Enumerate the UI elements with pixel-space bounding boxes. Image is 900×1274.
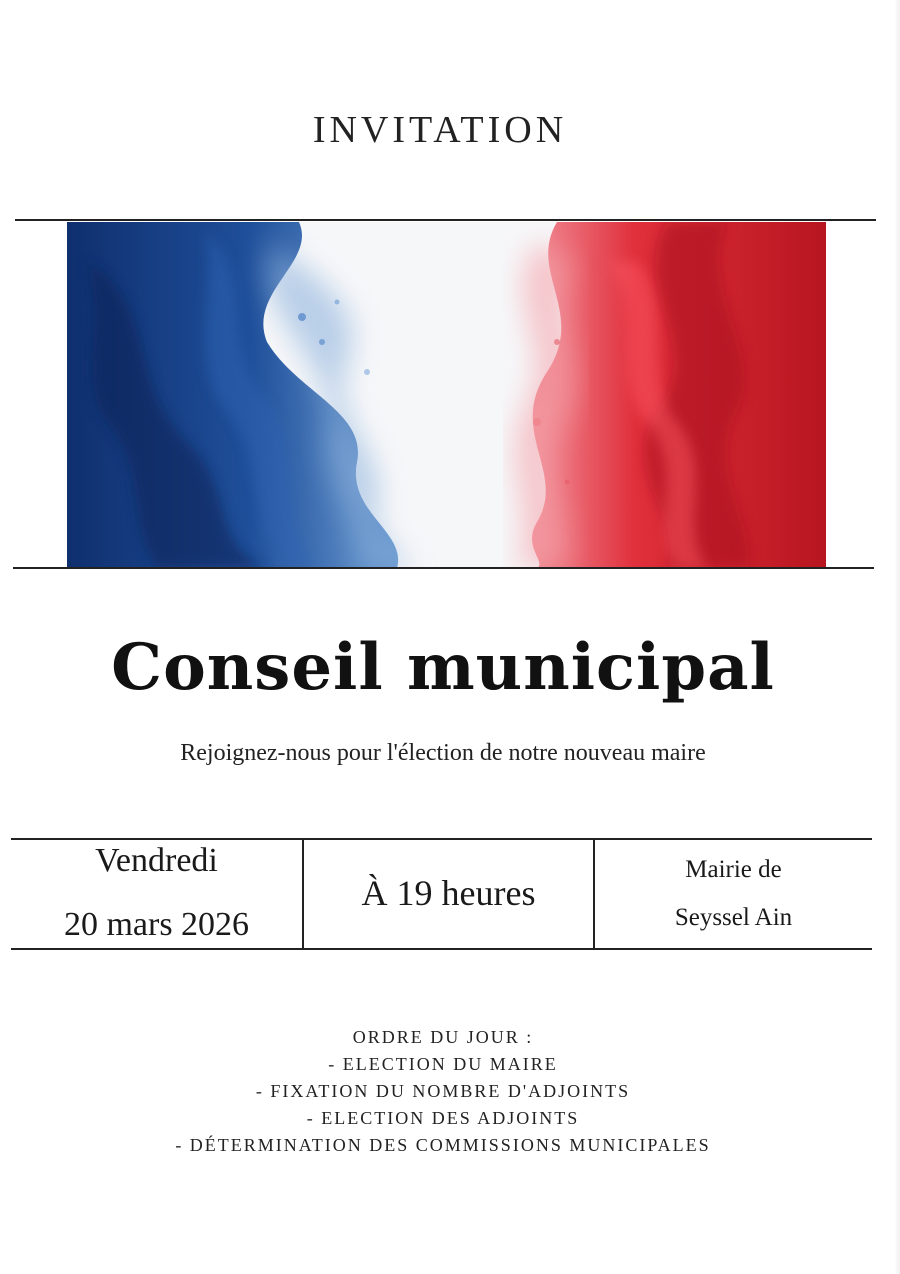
date-cell (11, 838, 302, 950)
date-full: 20 mars 2026 (63, 906, 250, 943)
event-details-table (11, 838, 872, 950)
banner-bottom-rule (13, 567, 874, 569)
place-line-1: Mairie de (685, 856, 782, 883)
agenda-item: - FIXATION DU NOMBRE D'ADJOINTS (255, 1081, 631, 1101)
place-cell (595, 838, 872, 950)
agenda-item: - DÉTERMINATION DES COMMISSIONS MUNICIPALES (175, 1135, 711, 1155)
tricolor-banner-image (67, 222, 826, 568)
page-title: Conseil municipal (111, 630, 775, 705)
invitation-heading: INVITATION (312, 109, 568, 151)
place-line-2: Seyssel Ain (674, 904, 793, 931)
page-subtitle: Rejoignez-nous pour l'élection de notre nouveau maire (180, 740, 706, 766)
agenda-title: ORDRE DU JOUR : (352, 1027, 534, 1047)
agenda-item: - ELECTION DES ADJOINTS (306, 1108, 580, 1128)
time-cell (304, 838, 593, 950)
banner-top-rule (15, 219, 876, 221)
date-day: Vendredi (95, 842, 218, 879)
agenda-item: - ELECTION DU MAIRE (328, 1054, 558, 1074)
page-edge-shadow (894, 0, 900, 1274)
event-time: À 19 heures (361, 873, 536, 913)
agenda (0, 1024, 886, 1159)
